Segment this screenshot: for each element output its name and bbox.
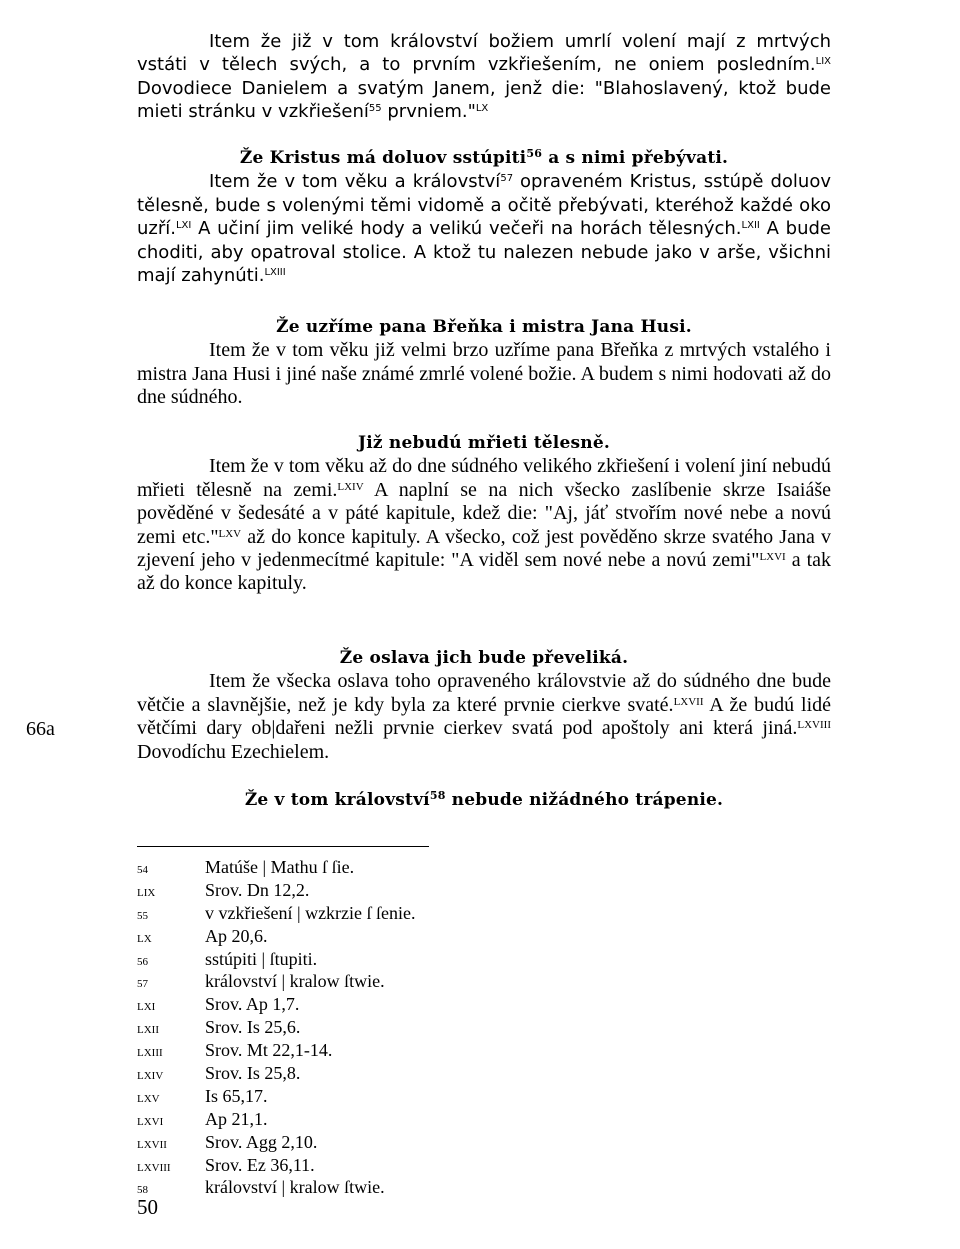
note-reference: LXII [741,220,760,232]
text-run: opraveném Kristus, sstúpě doluov tělesně, bude s volenými těmi vidomě a očitě přebývati, kteréhož každé oko uzří. [137,171,832,240]
text-run: A že budú lidé větčími dary ob|dařeni nežli prvnie cierkev svatá pod apoštoly ani která jiná. [137,693,832,740]
footnote-text: Is 65,17. [205,1085,268,1106]
footnote-mark: LX [137,932,152,945]
footnote-text: Ap 20,6. [205,925,268,946]
note-reference: LXIV [337,480,364,493]
footnote-mark: LXI [137,1001,156,1014]
text-run: Že uzříme pana Břeňka i mistra Jana Husi. [276,317,692,337]
footnote-item [137,880,697,903]
footnote-mark: LXVIII [137,1161,171,1174]
note-reference: 58 [429,789,446,802]
footnote-mark: LXIV [137,1070,164,1083]
note-reference: 57 [500,173,514,185]
note-reference: LXV [218,527,242,540]
footnote-item [137,1040,697,1063]
section-trapenie [137,789,831,812]
text-run: Dovodiece Danielem a svatým Janem, jenž die: "Blahoslavený, ktož bude mieti stránku v vzkřiešení [137,77,831,123]
section-heading [137,789,831,812]
footnote-text: Srov. Ap 1,7. [205,994,300,1015]
footnote-text: Srov. Agg 2,10. [205,1131,318,1152]
footnote-mark: 58 [137,1184,148,1197]
footnote-text: Matúše | Mathu ſ ſie. [205,857,355,877]
footnote-item [137,1063,697,1086]
note-reference: LXI [175,220,192,232]
section-heading [137,316,831,339]
note-reference: LXVI [759,551,786,564]
text-run: až do konce kapituly. A všecko, což jest pověděno skrze svatého Jana v zjevení jeho v jedenmecítmé kapitule: "A viděl sem nové nebe a novú zemi" [137,525,831,572]
folio-margin-note: 66a [26,718,55,740]
footnote-text: Srov. Dn 12,2. [205,879,310,900]
footnote-item [137,1109,697,1132]
footnote-text: království | kralow ſtwie. [205,1177,385,1198]
footnote-item [137,994,697,1017]
note-reference: LXIII [264,267,286,279]
footnote-item [137,857,697,880]
footnote-item [137,1086,697,1109]
text-run: Item že v tom věku a království [209,171,501,193]
text-run: Že Kristus má doluov sstúpiti [239,148,527,168]
text-run: Item že již v tom království božiem umrlí volení mají z mrtvých vstáti v tělech svých, a to prvním vzkřiešením, ne oniem posledním. [137,31,831,76]
footnote-text: Srov. Is 25,8. [205,1063,301,1084]
note-reference: LXVIII [797,719,831,732]
section-heading [137,147,831,170]
note-reference: 55 [368,103,382,115]
footnote-text: Srov. Is 25,6. [205,1017,301,1038]
text-run: Dovodíchu Ezechielem. [137,740,330,763]
text-run: A bude choditi, aby opatroval stolice. A ktož tu nalezen nebude jako v arše, všichni mají zahynúti. [137,218,831,287]
note-reference: LIX [815,56,831,68]
page-number: 50 [137,1195,158,1219]
section-intro [137,30,831,124]
footnote-mark: 56 [137,955,148,968]
paragraph [137,170,831,287]
footnote-text: v vzkřiešení | wzkrzie ſ ſenie. [205,902,416,923]
footnote-item [137,1155,697,1178]
section-kristus [137,147,831,287]
note-reference: LX [475,103,489,115]
footnote-text: sstúpiti | ſtupiti. [205,948,318,969]
text-run: Že v tom království [244,790,430,810]
section-heading [137,432,831,455]
footnote-item [137,926,697,949]
text-run: a s nimi přebývati. [542,148,729,168]
footnotes-list [137,857,697,1200]
footnote-item [137,903,697,926]
footnote-mark: 57 [137,978,148,991]
text-run: Že oslava jich bude převeliká. [339,648,629,668]
footnote-text: Ap 21,1. [205,1108,268,1129]
footnote-mark: LXVI [137,1115,164,1128]
footnote-mark: LXV [137,1092,160,1105]
footnote-item [137,1132,697,1155]
text-run: A učiní jim veliké hody a velikú večeři na horách tělesných. [191,218,742,240]
footnote-text: království | kralow ſtwie. [205,971,385,992]
text-run: A naplní se na nich všecko zaslíbenie skrze Isaiáše pověděné v šedesáté a v páté kapitule, kdež die: "Aj, jáť stvořím nové nebe a novú zemi etc." [137,478,831,548]
footnote-item [137,1017,697,1040]
footnote-item [137,1177,697,1200]
footnote-mark: LXVII [137,1138,167,1151]
paragraph [137,455,831,595]
footnote-mark: 54 [137,864,148,876]
text-run: a tak až do konce kapituly. [137,549,832,595]
section-brenek [137,316,831,410]
paragraph [137,30,831,124]
text-run: Item že v tom věku až do dne súdného velikého zkřiešení i volení jiní nebudú mřieti tělesně na zemi. [137,455,831,501]
footnote-mark: LXIII [137,1047,163,1060]
text-run: Již nebudú mřieti tělesně. [358,433,610,453]
footnote-item [137,949,697,972]
footnote-item [137,971,697,994]
text-run: Item že všecka oslava toho opraveného královstvie až do súdného dne bude větčie a slavnějšie, než je kdy byla za které prvnie cierkve svaté. [137,670,831,716]
paragraph [137,339,831,409]
footnote-mark: 55 [137,909,148,922]
note-reference: 56 [526,147,543,160]
section-oslava [137,647,831,764]
footnote-divider [137,846,429,847]
paragraph [137,670,831,764]
section-nemrti [137,432,831,596]
section-heading [137,647,831,670]
footnote-mark: LIX [137,886,156,899]
footnote-text: Srov. Mt 22,1-14. [205,1040,333,1061]
text-run: prvniem." [381,101,476,123]
note-reference: LXVII [673,695,704,708]
footnote-mark: LXII [137,1024,159,1037]
footnote-text: Srov. Ez 36,11. [205,1154,315,1175]
text-run: Item že v tom věku již velmi brzo uzříme pana Břeňka z mrtvých vstalého i mistra Jana Husi i jiné naše známé zmrlé volené božie. A budem s nimi hodovati až do dne súdného. [137,339,831,409]
text-run: nebude nižádného trápenie. [445,790,724,810]
